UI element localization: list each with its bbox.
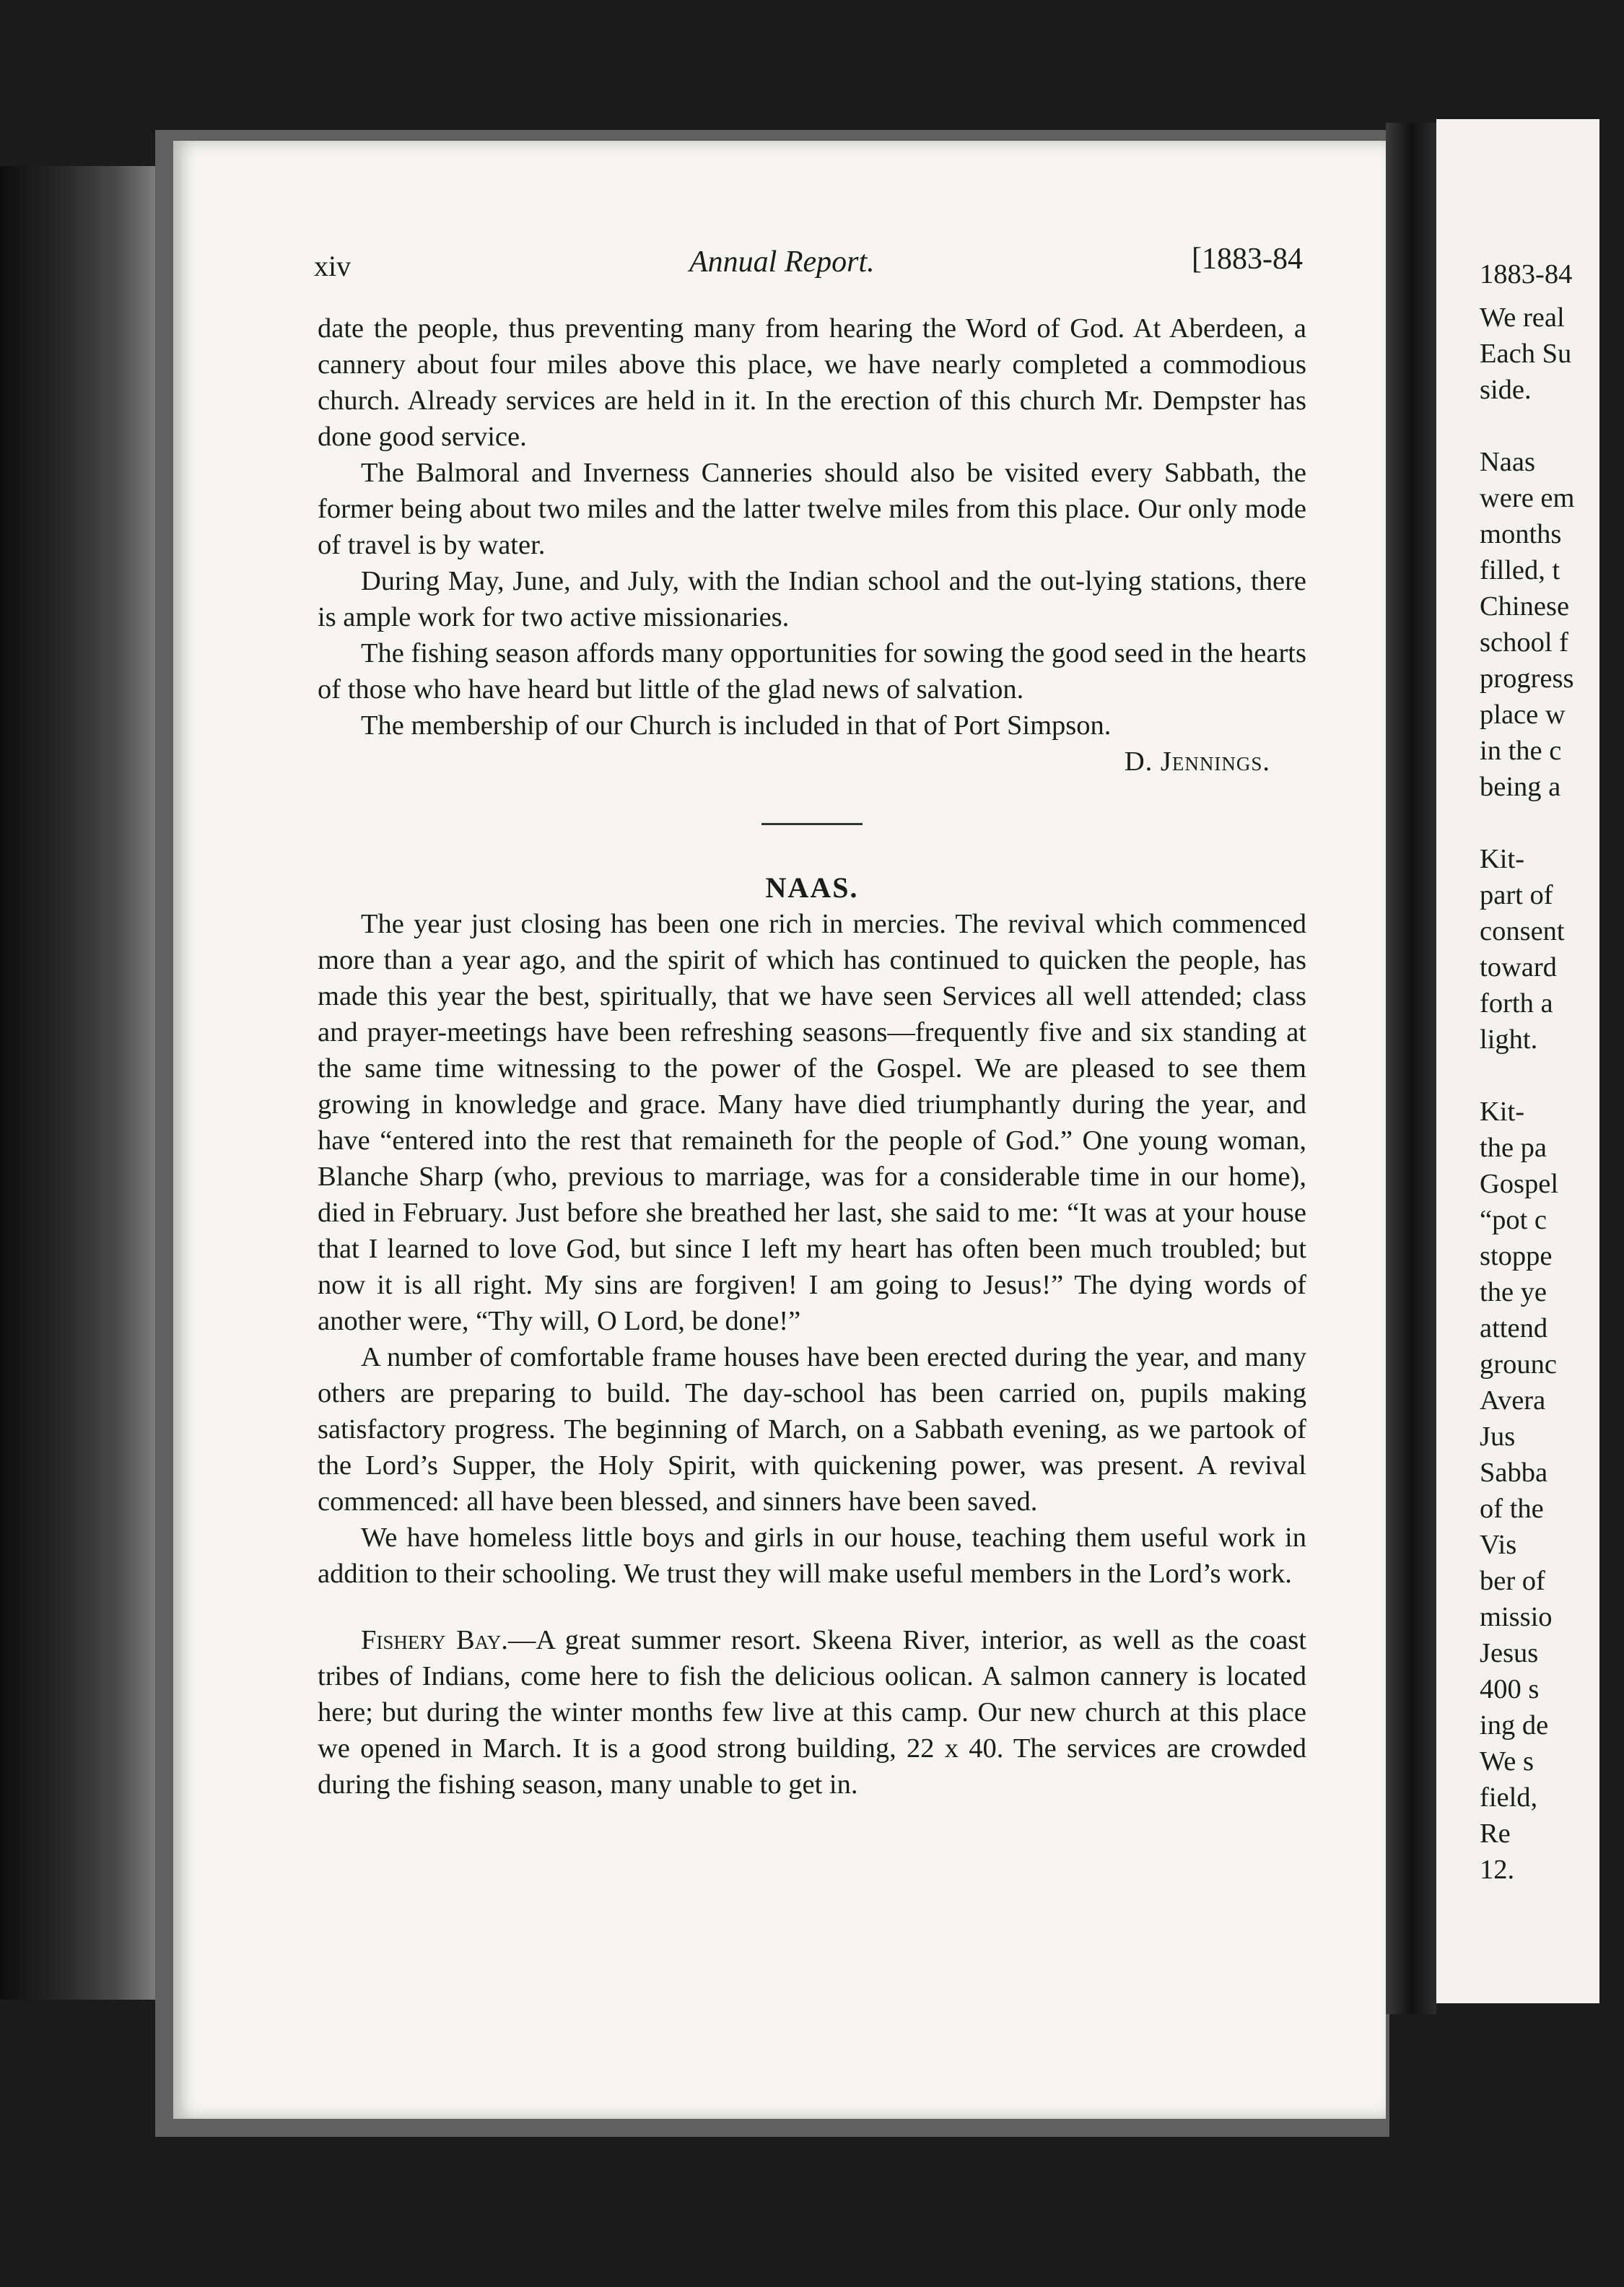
facing-page-line: Re [1480,1818,1511,1849]
facing-page-line: of the [1480,1494,1544,1524]
section-divider [761,823,863,825]
spacer [318,1592,1306,1622]
facing-page-line: months [1480,519,1562,549]
facing-page-line [1480,1924,1624,1960]
facing-page-line: being a [1480,772,1561,802]
page-number: xiv [314,250,352,282]
facing-page-line: Mi [1480,1999,1512,2029]
facing-page-line: were em [1480,483,1575,513]
running-title: Annual Report. [689,245,875,279]
facing-page-line [1480,408,1624,444]
facing-page-line: Naas [1480,447,1535,477]
facing-page-line: side. [1480,375,1532,405]
facing-page-line: teach [1480,2071,1539,2101]
facing-page-line: forth a [1480,988,1553,1019]
facing-page-line: Sabba [1480,1458,1548,1488]
facing-page-header: 1883-84 [1480,259,1573,289]
facing-page-line: 12. [1480,1855,1515,1885]
facing-page-line [1480,805,1624,841]
paragraph: date the people, thus preventing many from hearing the Word of God. At Aberdeen, a cannery about four miles above this place, we have nearly completed a commodious church. Already services are held in it. In the erection of this church Mr. Dempster has done good service. [318,313,1306,452]
section-title: NAAS. [765,871,859,904]
right-page [1436,119,1599,2101]
facing-page-line: We s [1480,1746,1534,1777]
paragraph: A number of comfortable frame houses have been erected during the year, and many others are preparing to build. The day-school has been carried on, pupils making satisfactory progress. The beginning of March, on a Sabbath evening, as we partook of the Lord’s Supper, the Holy Spirit, with quickening power, was present. A revival commenced: all have been blessed, and sinners have been saved. [318,1342,1306,1517]
facing-page-line: grounc [1480,1349,1557,1380]
paragraph: We have homeless little boys and girls in our house, teaching them useful work in addition to their schooling. We trust they will make useful members in the Lord’s work. [318,1523,1306,1589]
year-range: [1883-84 [1192,243,1303,276]
facing-page-line: the pa [1480,1133,1547,1163]
facing-page-line: Kit- [1480,844,1525,874]
facing-page-line: filled, t [1480,555,1560,585]
paragraph: The membership of our Church is included in that of Port Simpson. [361,710,1112,741]
book-gutter [1386,123,1436,2014]
facing-page-line: “pot c [1480,1205,1547,1235]
facing-page-line: toward [1480,952,1557,983]
facing-page-line: school f [1480,627,1568,658]
facing-page-line: Vis [1480,1530,1517,1560]
facing-page-line: attend [1480,1313,1548,1343]
facing-page-line: missio [1480,1602,1553,1632]
facing-page-line: Avera [1480,1385,1546,1416]
paragraph: During May, June, and July, with the Indian school and the out-lying stations, there is ample work for two active missionaries. [318,566,1306,632]
facing-page-line: light. [1480,1024,1538,1055]
signature: D. Jennings. [1124,746,1270,777]
facing-page-line: part of [1480,880,1553,910]
paragraph: The year just closing has been one rich in mercies. The revival which commenced more than a year ago, and the spirit of which has continued to quicken the people, has made this year the best, spiritually, that we have seen Services all well attended; class and prayer-meetings have been refreshing seasons—frequently five and six standing at the same time witnessing to the power of the Gospel. We are pleased to see them growing in knowledge and grace. Many have died triumphantly during the year, and have “entered into the rest that remaineth for the people of God.” One young woman, Blanche Sharp (who, previous to marriage, was for a considerable time in our home), died in February. Just before she breathed her last, she said to me: “It was at your house that I learned to love God, but since I left my heart has often been much troubled; but now it is all right. My sins are forgiven! I am going to Jesus!” The dying words of another were, “Thy will, O Lord, be done!” [318,909,1306,1336]
facing-page-line: in the c [1480,736,1562,766]
facing-page-line: 400 s [1480,1674,1540,1704]
facing-page-line: Gospel [1480,1169,1559,1199]
facing-page-line: Jesus [1480,1638,1539,1668]
book-edge [0,166,166,2000]
page-body [318,310,1306,1803]
paragraph: The Balmoral and Inverness Canneries should also be visited every Sabbath, the former being about two miles and the latter twelve miles from this place. Our only mode of travel is by water. [318,458,1306,560]
facing-page-line: progress [1480,663,1574,694]
facing-page-line: Each Su [1480,339,1572,369]
facing-page-line: ing de [1480,1710,1549,1741]
paragraph-fishery-bay [318,1622,1306,1803]
facing-page-line: ber of [1480,1566,1545,1596]
paragraph: The fishing season affords many opportunities for sowing the good seed in the hearts of those who have heard but little of the glad news of salvation. [318,638,1306,705]
facing-page-line: year. [1480,2035,1533,2065]
running-header [314,243,1303,292]
facing-page-line [1480,1058,1624,1094]
facing-page-line: field, [1480,1782,1538,1813]
facing-page-line: place w [1480,700,1566,730]
run-in-heading: Fishery Bay. [361,1625,508,1655]
facing-page-line: consent [1480,916,1565,946]
facing-page-line: Jus [1480,1421,1516,1452]
facing-page-line: Chinese [1480,591,1570,622]
facing-page-line [1480,1888,1624,1924]
paragraph-text: —A great summer resort. Skeena River, interior, as well as the coast tribes of Indians, come here to fish the delicious oolican. A salmon cannery is located here; but during the winter months few live at this camp. Our new church at this place we opened in March. It is a good strong building, 22 x 40. The services are crowded during the fishing season, many unable to get in. [318,1625,1306,1800]
facing-page-line: Kit- [1480,1097,1525,1127]
facing-page-line: stoppe [1480,1241,1553,1271]
facing-page-line: We real [1480,302,1565,333]
facing-page-line [1480,1960,1624,1996]
facing-page-text [1480,300,1624,2104]
facing-page-line: the ye [1480,1277,1547,1307]
